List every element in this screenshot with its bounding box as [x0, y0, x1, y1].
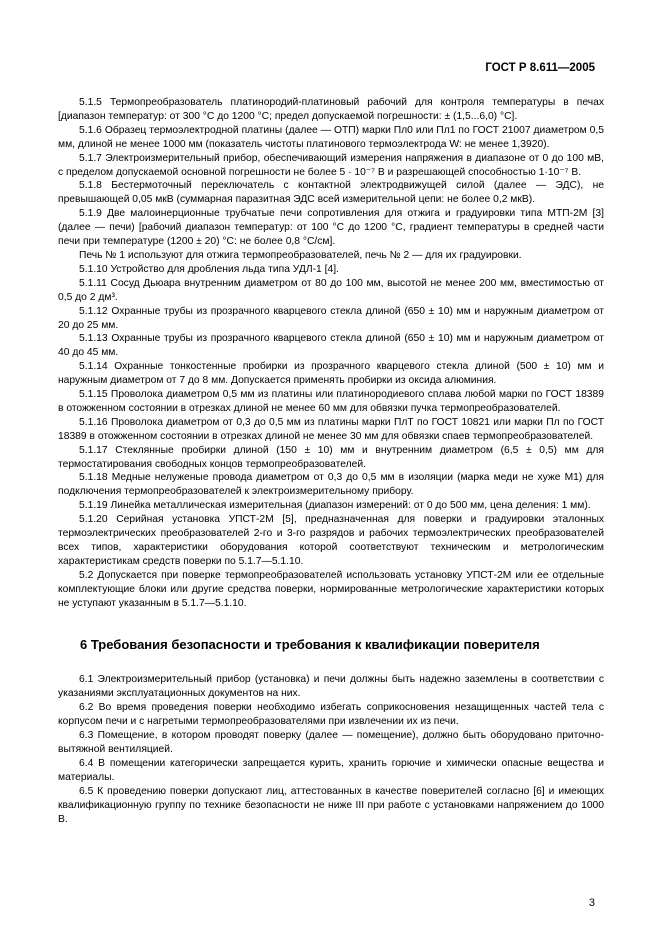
paragraph-5-1-10: 5.1.10 Устройство для дробления льда типа УДЛ-1 [4].: [79, 263, 339, 275]
page-number: 3: [588, 897, 595, 909]
paragraph-5-1-12: 5.1.12 Охранные трубы из прозрачного кварцевого стекла длиной (650 ± 10) мм и наружным диаметром от 20 до 25 мм.: [58, 305, 604, 331]
document-body: [58, 96, 604, 826]
paragraph-5-1-14: 5.1.14 Охранные тонкостенные пробирки из прозрачного кварцевого стекла длиной (500 ± 10) мм и наружным диаметром от 7 до 8 мм. Допускается применять пробирки из оксида алюминия.: [58, 361, 604, 387]
paragraph-6-4: 6.4 В помещении категорически запрещается курить, хранить горючие и химически опасные вещества и материалы.: [58, 757, 604, 783]
paragraph-furnace-usage: Печь № 1 используют для отжига термопреобразователей, печь № 2 — для их градуировки.: [79, 249, 522, 261]
paragraph-5-1-9: 5.1.9 Две малоинерционные трубчатые печи сопротивления для отжига и градуировки типа МТП-2М [3] (далее — печи) [рабочий диапазон температур: от 100 °С до 1200 °С, градиент температуры в средней части печи при температуре (1200 ± 20) °С: не более 0,8 °С/см].: [58, 208, 604, 248]
paragraph-5-1-13: 5.1.13 Охранные трубы из прозрачного кварцевого стекла длиной (650 ± 10) мм и наружным диаметром от 40 до 45 мм.: [58, 333, 604, 359]
paragraph-5-1-8: 5.1.8 Бестермоточный переключатель с контактной электродвижущей силой (далее — ЭДС), не превышающей 0,05 мкВ (суммарная паразитная ЭДС всей измерительной цепи: не более 0,2 мкВ).: [58, 180, 604, 206]
paragraph-5-1-11: 5.1.11 Сосуд Дьюара внутренним диаметром от 80 до 100 мм, высотой не менее 200 мм, вместимостью от 0,5 до 2 дм³.: [58, 277, 604, 303]
section-6-heading: 6 Требования безопасности и требования к квалификации поверителя: [80, 636, 540, 652]
paragraph-5-1-7: 5.1.7 Электроизмерительный прибор, обеспечивающий измерения напряжения в диапазоне от 0 до 100 мВ, с пределом допускаемой основной погрешности не более 5 · 10⁻⁷ В и разрешающей способностью 1·10⁻⁷ В.: [58, 152, 604, 178]
paragraph-5-1-20: 5.1.20 Серийная установка УПСТ-2М [5], предназначенная для поверки и градуировки эталонных термоэлектрических преобразователей 2-го и 3-го разрядов и рабочих термоэлектрических преобразователей всех типов, характеристики оборудования которой соответствуют техническим и метрологическим характеристикам средств поверки по 5.1.7—5.1.10.: [58, 514, 604, 567]
paragraph-5-1-15: 5.1.15 Проволока диаметром 0,5 мм из платины или платинородиевого сплава любой марки по ГОСТ 18389 в отожженном состоянии в отрезках длиной не менее 60 мм для обвязки пучка термопреобразователей.: [58, 389, 604, 414]
paragraph-6-2: 6.2 Во время проведения поверки необходимо избегать соприкосновения незащищенных частей тела с корпусом печи и с нагретыми термопреобразователями при извлечении их из печи.: [58, 702, 604, 728]
paragraph-5-2: 5.2 Допускается при поверке термопреобразователей использовать установку УПСТ-2М или ее отдельные комплектующие блоки или другие средства поверки, нормированные метрологические характеристики которых не уступают указанным в 5.1.7—5.1.10.: [58, 569, 604, 609]
paragraph-6-1: 6.1 Электроизмерительный прибор (установка) и печи должны быть надежно заземлены в соответствии с указаниями эксплуатационных документов на них.: [58, 674, 604, 700]
paragraph-5-1-18: 5.1.18 Медные нелуженые провода диаметром от 0,3 до 0,5 мм в изоляции (марка меди не хуже М1) для подключения термопреобразователей к электроизмерительному прибору.: [58, 472, 604, 498]
paragraph-5-1-6: 5.1.6 Образец термоэлектродной платины (далее — ОТП) марки Пл0 или Пл1 по ГОСТ 21007 диаметром 0,5 мм, длиной не менее 1000 мм (показатель чистоты платинового термоэлектрода W: не менее 1,3920).: [58, 124, 604, 150]
paragraph-5-1-17: 5.1.17 Стеклянные пробирки длиной (150 ± 10) мм и внутренним диаметром (6,5 ± 0,5) мм для термостатирования свободных концов термопреобразователей.: [58, 444, 604, 470]
paragraph-5-1-16: 5.1.16 Проволока диаметром от 0,3 до 0,5 мм из платины марки ПлТ по ГОСТ 10821 или марки Пл по ГОСТ 18389 в отожженном состоянии в отрезках длиной не менее 30 мм для обвязки спаев термопреобразователей.: [58, 416, 604, 442]
paragraph-5-1-5: 5.1.5 Термопреобразователь платинородий-платиновый рабочий для контроля температуры в печах [диапазон температур: от 300 °С до 1200 °С; предел допускаемой погрешности: ± (1,5...6,0) °С].: [58, 97, 604, 122]
paragraph-6-3: 6.3 Помещение, в котором проводят поверку (далее — помещение), должно быть оборудовано приточно-вытяжной вентиляцией.: [58, 730, 604, 755]
paragraph-6-5: 6.5 К проведению поверки допускают лиц, аттестованных в качестве поверителей согласно [6] и имеющих квалификационную группу по технике безопасности не ниже III при работе с установками напряжением до 1000 В.: [58, 785, 604, 825]
paragraph-5-1-19: 5.1.19 Линейка металлическая измерительная (диапазон измерений: от 0 до 500 мм, цена деления: 1 мм).: [79, 500, 591, 512]
document-header: ГОСТ Р 8.611—2005: [485, 62, 595, 74]
